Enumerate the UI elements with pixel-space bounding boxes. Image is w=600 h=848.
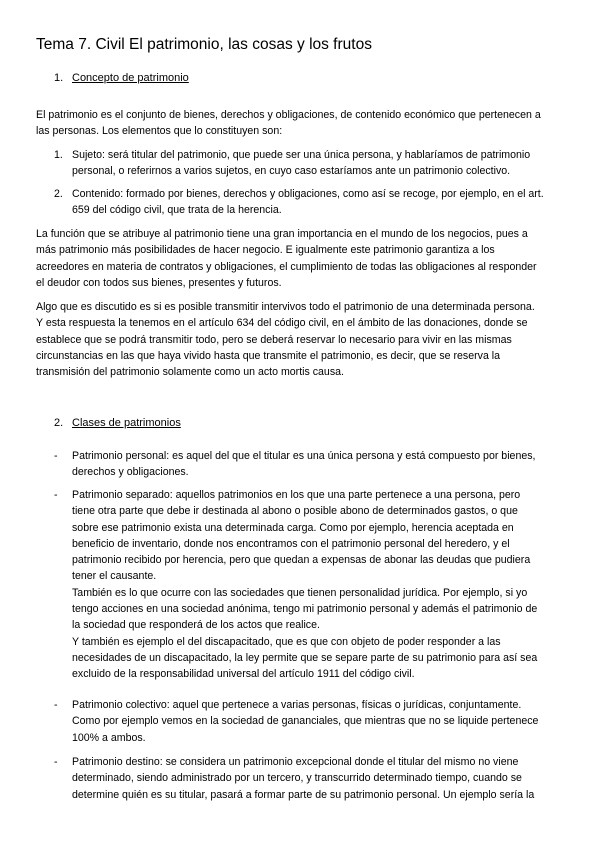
paragraph-intro [36, 107, 541, 140]
bullet-marker: - [54, 450, 58, 462]
text-line: Contenido: formado por bienes, derechos y obligaciones, como así se recoge, por ejemplo, en el art. [72, 188, 544, 200]
text-line: La función que se atribuye al patrimonio tiene una gran importancia en el mundo de los negocios, pues a [36, 228, 528, 240]
text-line: Patrimonio separado: aquellos patrimonios en los que una parte pertenece a una persona, pero [72, 489, 521, 501]
text-line: determine quién es su titular, pasará a formar parte de su patrimonio personal. Un ejemplo sería la [72, 788, 535, 801]
text-line: tengo acciones en una sociedad anónima, tengo mi patrimonio personal y además el patrimonio de [72, 603, 538, 616]
text-line: beneficio de inventario, donde nos encontramos con el patrimonio personal del heredero, y el [72, 537, 510, 550]
text-line: excluido de la responsabilidad universal del artículo 1911 del código civil. [72, 668, 415, 681]
section-number: 1. [54, 72, 64, 84]
bullet-marker: - [54, 756, 58, 768]
bullet-marker: - [54, 489, 58, 501]
text-line: patrimonio recibido por herencia, pero que quedan a expensas de abonar las deudas que pudiera [72, 554, 531, 567]
section-title: Clases de patrimonios [72, 417, 181, 429]
text-line: más patrimonio más posibilidades de hacer negocio. E igualmente este patrimonio garantiza a los [36, 244, 495, 257]
text-line: 100% a ambos. [72, 731, 146, 744]
list-marker: 1. [54, 149, 63, 161]
text-line: tiene otra parte que debe ir destinada al abono o posible abono de determinados gastos, o que [72, 505, 518, 518]
text-line: tener el causante. [72, 570, 157, 583]
text-line: 659 del código civil, que trata de la herencia. [72, 204, 282, 217]
text-line: derechos y obligaciones. [72, 466, 189, 479]
text-line: sobre ese patrimonio exista una determinada carga. Como por ejemplo, herencia aceptada en [72, 521, 514, 534]
text-line: personal, o referirnos a varios sujetos, en cuyo caso estaríamos ante un patrimonio colectivo. [72, 165, 511, 178]
text-line: la sociedad que responderá de los actos que realice. [72, 619, 320, 632]
text-line: Patrimonio destino: se considera un patrimonio excepcional donde el titular del mismo no viene [72, 756, 519, 768]
text-line: Patrimonio personal: es aquel del que el titular es una única persona y está compuesto por bienes, [72, 450, 536, 462]
section-heading-concepto [54, 72, 189, 84]
text-line: Y esta respuesta la tenemos en el artículo 634 del código civil, en el ámbito de las donaciones, donde se [36, 317, 528, 330]
text-line: el deudor con todos sus bienes, presentes y futuros. [36, 276, 282, 289]
text-line: El patrimonio es el conjunto de bienes, derechos y obligaciones, de contenido económico que pertenecen a [36, 109, 541, 121]
text-line: También es lo que ocurre con las sociedades que tienen personalidad jurídica. Por ejemplo, si yo [72, 586, 528, 599]
text-line: Patrimonio colectivo: aquel que pertenece a varias personas, físicas o jurídicas, conjuntamente. [72, 699, 522, 711]
section-number: 2. [54, 417, 64, 429]
paragraph-funcion [36, 226, 537, 291]
list-marker: 2. [54, 188, 63, 200]
text-line: necesidades de un discapacitado, la ley permite que se separe parte de su patrimonio para así sea [72, 651, 538, 664]
text-line: Algo que es discutido es si es posible transmitir intervivos todo el patrimonio de una determinada persona. [36, 301, 535, 313]
text-line: transmisión del patrimonio solamente como un acto mortis causa. [36, 366, 344, 379]
text-line: circunstancias en las que haya vivido hasta que transmite el patrimonio, es decir, que se reserva la [36, 349, 501, 362]
text-line: acreedores en materia de contratos y obligaciones, el cumplimiento de todas las obligaciones al responder [36, 260, 537, 273]
text-line: establece que se podrá transmitir todo, pero se deberá reservar lo necesario para vivir en las mismas [36, 333, 512, 346]
text-line: determinado, siendo administrado por un tercero, y transcurrido determinado tiempo, cuando se [72, 772, 522, 785]
document-title: Tema 7. Civil El patrimonio, las cosas y los frutos [36, 36, 372, 53]
text-line: Sujeto: será titular del patrimonio, que puede ser una única persona, y hablaríamos de patrimonio [72, 149, 531, 161]
text-line: Como por ejemplo vemos en la sociedad de gananciales, que mientras que no se liquide pertenece [72, 715, 539, 728]
text-line: Y también es ejemplo el del discapacitado, que es que con objeto de poder responder a las [72, 635, 501, 648]
paragraph-transmitir [36, 299, 535, 380]
section-heading-clases [54, 417, 181, 429]
text-line: las personas. Los elementos que lo constituyen son: [36, 125, 283, 138]
bullet-marker: - [54, 699, 58, 711]
section-title: Concepto de patrimonio [72, 72, 189, 84]
